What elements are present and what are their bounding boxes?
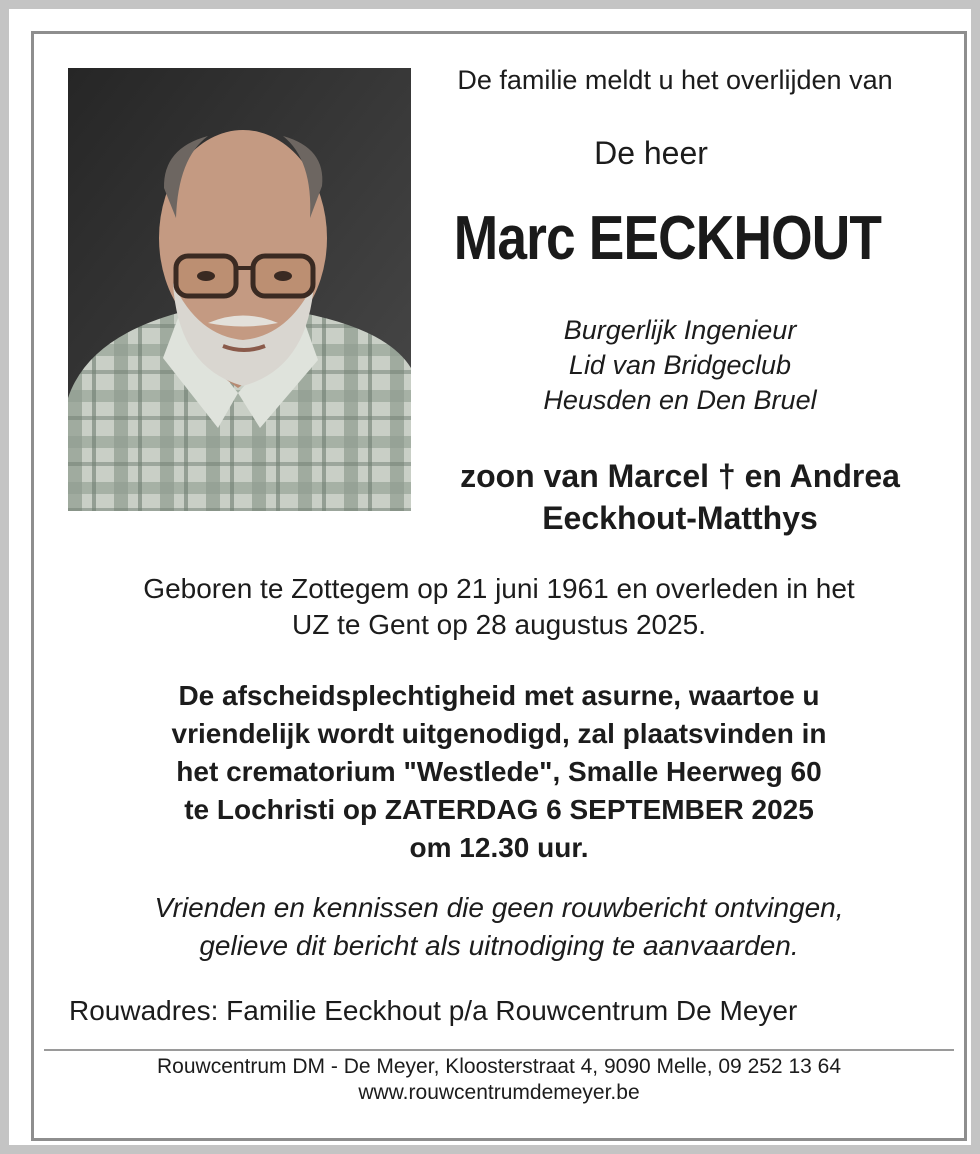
mourning-address: Rouwadres: Familie Eeckhout p/a Rouwcentrum De Meyer bbox=[69, 995, 798, 1026]
portrait-image bbox=[68, 68, 411, 511]
invitation-note bbox=[49, 889, 949, 965]
service-line: om 12.30 uur. bbox=[409, 832, 589, 863]
bio-line: Heusden en Den Bruel bbox=[543, 385, 817, 415]
footer bbox=[49, 1054, 949, 1106]
birth-line: Geboren te Zottegem op 21 juni 1961 en overleden in het bbox=[143, 573, 855, 604]
parents-line: zoon van Marcel † en Andrea bbox=[460, 458, 900, 494]
service-line: het crematorium "Westlede", Smalle Heerweg 60 bbox=[176, 756, 822, 787]
parents-line: Eeckhout-Matthys bbox=[542, 500, 818, 536]
funeral-home-contact: Rouwcentrum DM - De Meyer, Kloosterstraat 4, 9090 Melle, 09 252 13 64 bbox=[157, 1055, 841, 1078]
honorific-title: De heer bbox=[594, 135, 708, 171]
invite-line: gelieve dit bericht als uitnodiging te aanvaarden. bbox=[199, 930, 799, 961]
service-line: te Lochristi op ZATERDAG 6 SEPTEMBER 2025 bbox=[184, 794, 814, 825]
biography bbox=[429, 313, 931, 418]
birth-line: UZ te Gent op 28 augustus 2025. bbox=[291, 609, 707, 640]
parents bbox=[421, 455, 939, 539]
funeral-home-website[interactable]: www.rouwcentrumdemeyer.be bbox=[358, 1081, 640, 1104]
bio-line: Burgerlijk Ingenieur bbox=[563, 315, 797, 345]
service-line: vriendelijk wordt uitgenodigd, zal plaatsvinden in bbox=[171, 718, 827, 749]
deceased-name: Marc EECKHOUT bbox=[453, 204, 882, 273]
portrait-photo bbox=[68, 68, 411, 511]
intro-text: De familie meldt u het overlijden van bbox=[457, 65, 893, 95]
funeral-service-details bbox=[49, 677, 949, 867]
bio-line: Lid van Bridgeclub bbox=[568, 350, 792, 380]
service-line: De afscheidsplechtigheid met asurne, waartoe u bbox=[178, 680, 820, 711]
footer-divider bbox=[44, 1049, 954, 1051]
birth-death-details bbox=[49, 571, 949, 643]
invite-line: Vrienden en kennissen die geen rouwbericht ontvingen, bbox=[154, 892, 844, 923]
